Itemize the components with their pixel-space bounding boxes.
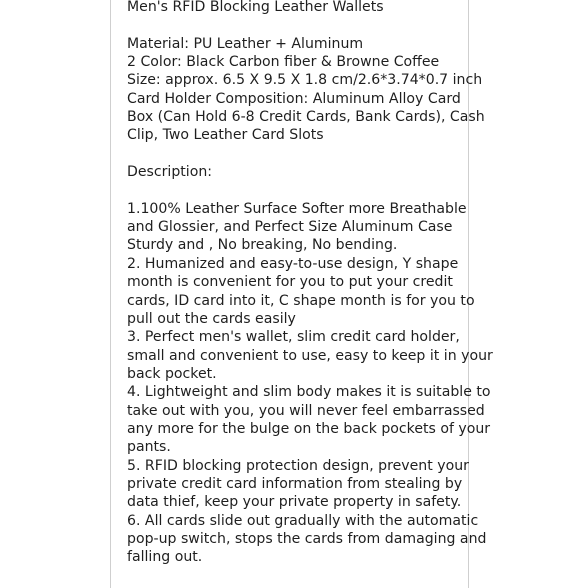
description-line: private credit card information from stealing by [127,475,463,492]
spec-line: Card Holder Composition: Aluminum Alloy Card [127,90,461,107]
spec-line: Material: PU Leather + Aluminum [127,35,364,52]
description-line: pop-up switch, stops the cards from damaging and [127,530,487,547]
spec-line: 2 Color: Black Carbon fiber & Browne Coffee [127,54,440,71]
description-line: small and convenient to use, easy to keep it in your [127,347,493,364]
description-line: 1.100% Leather Surface Softer more Breathable [127,200,467,217]
spec-line: Box (Can Hold 6-8 Credit Cards, Bank Cards), Cash [127,109,485,126]
description-line: 5. RFID blocking protection design, prevent your [127,457,469,474]
description-line: back pocket. [127,365,217,382]
description-line: month is convenient for you to put your credit [127,274,453,291]
description-line: and Glossier, and Perfect Size Aluminum Case [127,219,453,236]
description-line: falling out. [127,549,203,566]
description-line: 4. Lightweight and slim body makes it is suitable to [127,384,491,401]
description-heading: Description: [127,164,213,181]
description-line: 2. Humanized and easy-to-use design, Y shape [127,255,459,272]
description-line: any more for the bulge on the back pockets of your [127,420,491,437]
description-line: pull out the cards easily [127,310,296,327]
description-line: take out with you, you will never feel embarrassed [127,402,485,419]
spacer [127,181,453,199]
description-line: cards, ID card into it, C shape month is for you to [127,292,475,309]
spec-line: Clip, Two Leather Card Slots [127,127,324,144]
spacer [127,145,453,163]
description-line: 6. All cards slide out gradually with the automatic [127,512,479,529]
description-line: 3. Perfect men's wallet, slim credit card holder, [127,329,460,346]
description-line: pants. [127,439,171,456]
product-title: Men's RFID Blocking Leather Wallets [127,0,384,15]
description-panel [110,0,493,588]
spec-line: Size: approx. 6.5 X 9.5 X 1.8 cm/2.6*3.74*0.7 inch [127,72,483,89]
description-line: data thief, keep your private property in safety. [127,494,462,511]
product-description [127,0,493,567]
description-line: Sturdy and , No breaking, No bending. [127,237,398,254]
spacer [127,16,453,34]
